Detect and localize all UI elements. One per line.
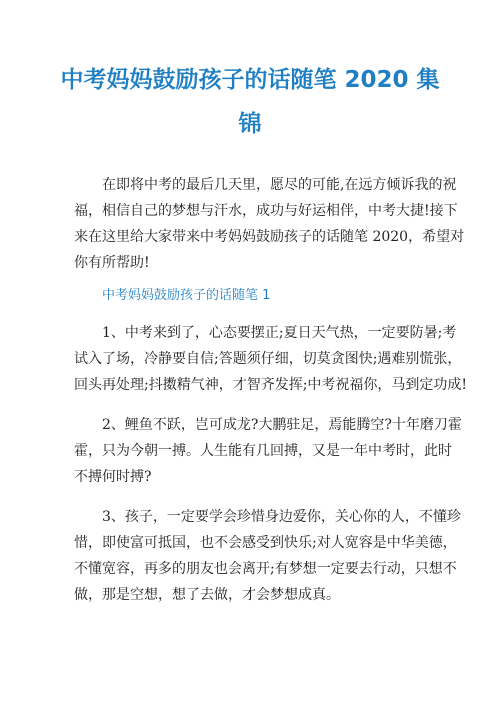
paragraph-line: 霍，只为今朝一搏。人生能有几回搏，又是一年中考时，此时	[74, 443, 452, 459]
body-paragraph-2	[74, 412, 462, 490]
title-line: 锦	[238, 111, 262, 137]
paragraph-line: 2、鲤鱼不跃，岂可成龙?大鹏驻足，焉能腾空?十年磨刀霍	[102, 417, 462, 433]
body-paragraph-1	[74, 320, 468, 398]
document-title	[40, 58, 460, 146]
section-heading: 中考妈妈鼓励孩子的话随笔 1	[102, 288, 271, 303]
intro-line: 福，相信自己的梦想与汗水，成功与好运相伴，中考大捷!接下	[74, 203, 458, 219]
title-line: 中考妈妈鼓励孩子的话随笔 2020 集	[60, 67, 440, 93]
paragraph-line: 1、中考来到了，心态要摆正;夏日天气热，一定要防暑;考	[102, 325, 457, 341]
paragraph-line: 做，那是空想，想了去做，才会梦想成真。	[74, 587, 340, 603]
paragraph-line: 惜，即使富可抵国，也不会感受到快乐;对人宽容是中华美德，	[74, 535, 457, 551]
intro-line: 来在这里给大家带来中考妈妈鼓励孩子的话随笔 2020，希望对	[74, 229, 465, 245]
intro-line: 在即将中考的最后几天里，愿尽的可能,在远方倾诉我的祝	[102, 177, 457, 193]
paragraph-line: 3、孩子，一定要学会珍惜身边爱你，关心你的人，不懂珍	[102, 509, 461, 525]
intro-line: 你有所帮助!	[74, 255, 150, 271]
paragraph-line: 不搏何时搏?	[74, 469, 152, 485]
paragraph-line: 不懂宽容，再多的朋友也会离开;有梦想一定要去行动，只想不	[74, 561, 457, 577]
intro-paragraph	[74, 172, 465, 276]
paragraph-line: 试入了场，冷静要自信;答题须仔细，切莫贪图快;遇难别慌张，	[74, 351, 462, 367]
paragraph-line: 回头再处理;抖擞精气神，才智齐发挥;中考祝福你，马到定功成!	[74, 377, 468, 393]
body-paragraph-3	[74, 504, 461, 608]
